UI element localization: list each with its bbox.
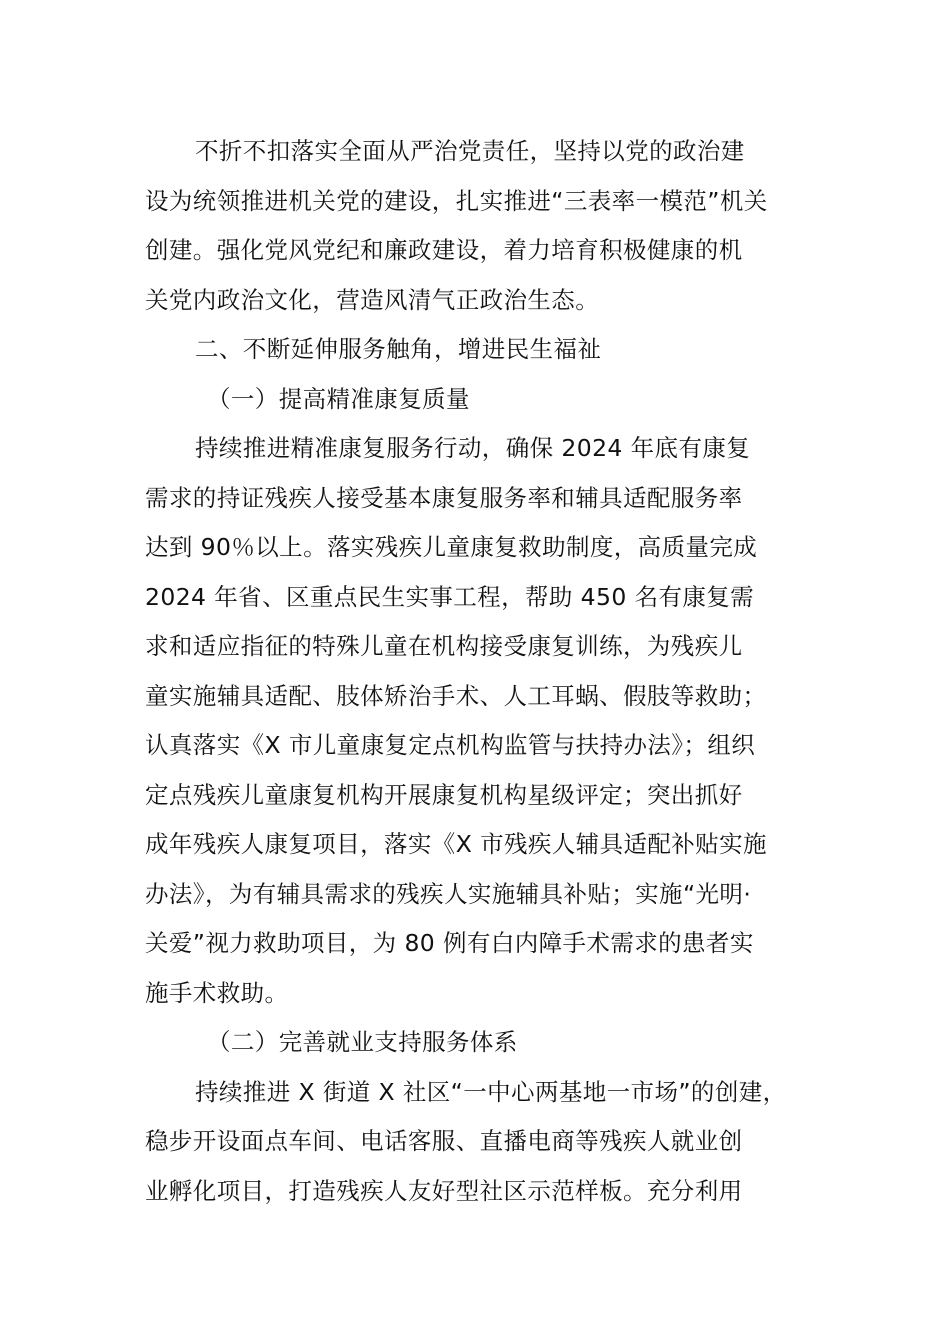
paragraph-line: 关党内政治文化，营造风清气正政治生态。 [145, 285, 600, 314]
paragraph-line: 童实施辅具适配、肢体矫治手术、人工耳蜗、假肢等救助； [145, 681, 767, 710]
paragraph-line: 业孵化项目，打造残疾人友好型社区示范样板。充分利用 [145, 1176, 743, 1205]
subsection-heading: （一）提高精准康复质量 [207, 384, 470, 413]
subsection-heading: （二）完善就业支持服务体系 [207, 1028, 518, 1056]
paragraph-line: 求和适应指征的特殊儿童在机构接受康复训练，为残疾儿 [145, 632, 743, 660]
paragraph-line: 办法》，为有辅具需求的残疾人实施辅具补贴；实施“光明· [145, 879, 752, 908]
paragraph-line: 成年残疾人康复项目，落实《X 市残疾人辅具适配补贴实施 [145, 830, 767, 858]
paragraph-line: 持续推进精准康复服务行动，确保 2024 年底有康复 [195, 434, 751, 462]
paragraph-line: 持续推进 X 街道 X 社区“一中心两基地一市场”的创建， [195, 1077, 787, 1106]
paragraph-line: 认真落实《X 市儿童康复定点机构监管与扶持办法》；组织 [145, 731, 756, 759]
paragraph-line: 需求的持证残疾人接受基本康复服务率和辅具适配服务率 [145, 483, 743, 512]
paragraph-line: 定点残疾儿童康复机构开展康复机构星级评定；突出抓好 [145, 780, 743, 809]
paragraph-line: 2024 年省、区重点民生实事工程，帮助 450 名有康复需 [145, 582, 755, 611]
paragraph-line: 关爱”视力救助项目，为 80 例有白内障手术需求的患者实 [145, 929, 754, 957]
paragraph-line: 创建。强化党风党纪和廉政建设，着力培育积极健康的机 [145, 236, 743, 264]
section-heading: 二、不断延伸服务触角，增进民生福祉 [195, 335, 602, 363]
document-body [145, 127, 810, 1216]
paragraph-line: 设为统领推进机关党的建设，扎实推进“三表率一模范”机关 [145, 186, 768, 215]
paragraph-line: 达到 90％以上。落实残疾儿童康复救助制度，高质量完成 [145, 533, 758, 561]
paragraph-line: 不折不扣落实全面从严治党责任，坚持以党的政治建 [195, 137, 745, 165]
paragraph-line: 施手术救助。 [145, 978, 289, 1007]
paragraph-line: 稳步开设面点车间、电话客服、直播电商等残疾人就业创 [145, 1127, 743, 1155]
